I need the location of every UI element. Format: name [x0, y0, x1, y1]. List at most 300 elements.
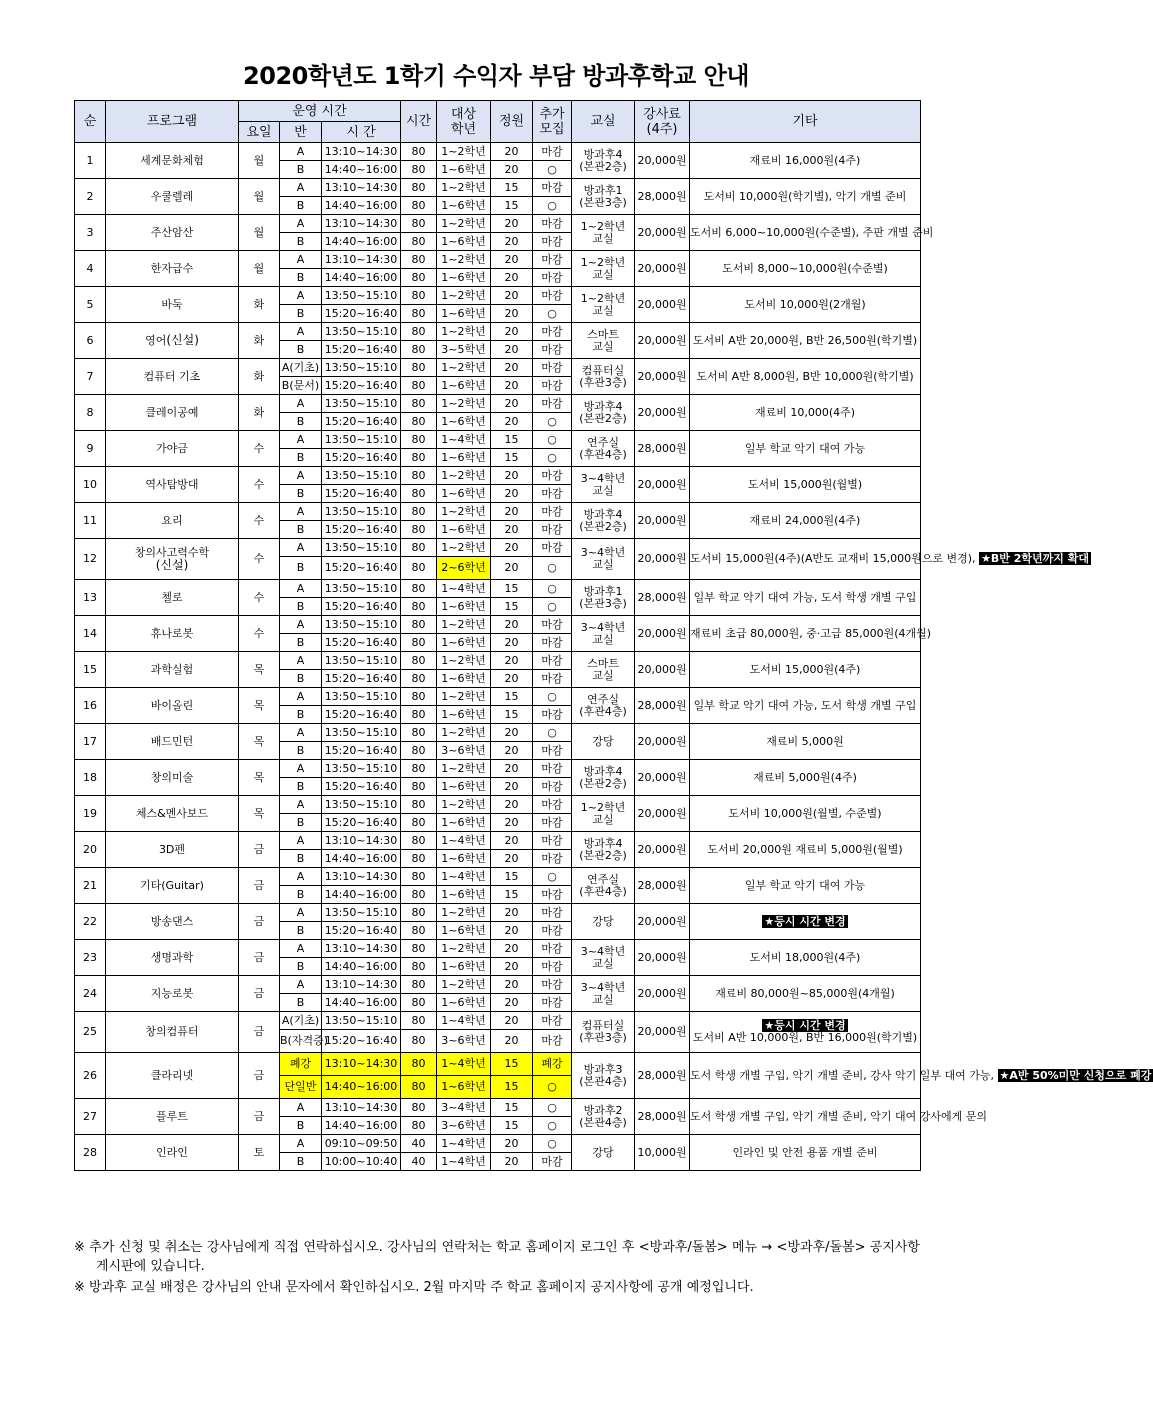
extra-recruit-status: ○	[533, 580, 572, 598]
class-time: 13:50~15:10	[322, 431, 401, 449]
class-label: B	[280, 485, 322, 503]
extra-recruit-status: 마감	[533, 269, 572, 287]
day-of-week: 수	[239, 616, 280, 652]
note-text: 도서비 A반 20,000원, B반 26,500원(학기별)	[692, 333, 918, 347]
class-duration: 80	[401, 503, 437, 521]
capacity: 20	[491, 359, 533, 377]
class-label: B	[280, 1117, 322, 1135]
capacity: 20	[491, 395, 533, 413]
class-time: 15:20~16:40	[322, 1030, 401, 1053]
capacity: 20	[491, 251, 533, 269]
capacity: 20	[491, 1012, 533, 1030]
note-cell	[690, 940, 921, 976]
class-label: B	[280, 269, 322, 287]
row-number: 5	[75, 287, 106, 323]
class-label: A	[280, 179, 322, 197]
capacity: 20	[491, 1030, 533, 1053]
capacity: 20	[491, 1135, 533, 1153]
class-time: 13:50~15:10	[322, 580, 401, 598]
note-cell	[690, 796, 921, 832]
class-time: 13:50~15:10	[322, 539, 401, 557]
header-class: 반	[280, 122, 322, 143]
class-duration: 80	[401, 850, 437, 868]
day-of-week: 금	[239, 868, 280, 904]
table-row	[75, 724, 921, 742]
extra-recruit-status: 마감	[533, 233, 572, 251]
class-label: B	[280, 922, 322, 940]
class-label: A	[280, 251, 322, 269]
day-of-week: 수	[239, 503, 280, 539]
program-name	[106, 539, 239, 580]
extra-recruit-status: 마감	[533, 814, 572, 832]
capacity: 15	[491, 431, 533, 449]
table-row	[75, 868, 921, 886]
program-name	[106, 503, 239, 539]
target-grade: 1~6학년	[437, 598, 491, 616]
extra-recruit-status: ○	[533, 1135, 572, 1153]
program-name	[106, 760, 239, 796]
class-label: B(자격증)	[280, 1030, 322, 1053]
extra-recruit-status: ○	[533, 1117, 572, 1135]
program-name	[106, 1135, 239, 1171]
note-text: 도서비 A반 10,000원, B반 16,000원(학기별)	[692, 1031, 918, 1044]
class-time: 13:50~15:10	[322, 287, 401, 305]
footer-note: ※ 추가 신청 및 취소는 강사님에게 직접 연락하십시오. 강사님의 연락처는 학교 홈페이지 로그인 후 <방과후/돌봄> 메뉴 → <방과후/돌봄> 공지사항 게시판에 있습니다.	[74, 1240, 920, 1274]
program-title: 지능로봇	[150, 986, 194, 1000]
class-time: 15:20~16:40	[322, 413, 401, 431]
class-duration: 80	[401, 287, 437, 305]
note-cell	[690, 179, 921, 215]
extra-recruit-status: 마감	[533, 904, 572, 922]
note-cell	[690, 580, 921, 616]
classroom: 방과후1 (본관3층)	[572, 179, 635, 215]
note-text: 도서비 8,000~10,000원(수준별)	[722, 261, 888, 275]
capacity: 20	[491, 287, 533, 305]
target-grade: 1~4학년	[437, 1153, 491, 1171]
extra-recruit-status: 마감	[533, 179, 572, 197]
class-time: 15:20~16:40	[322, 485, 401, 503]
table-row	[75, 323, 921, 341]
class-time: 13:10~14:30	[322, 940, 401, 958]
header-time: 시 간	[322, 122, 401, 143]
row-number: 13	[75, 580, 106, 616]
extra-recruit-status: ○	[533, 557, 572, 580]
extra-recruit-status: 마감	[533, 886, 572, 904]
table-row	[75, 143, 921, 161]
capacity: 20	[491, 341, 533, 359]
class-duration: 80	[401, 143, 437, 161]
target-grade: 1~6학년	[437, 778, 491, 796]
target-grade: 1~2학년	[437, 179, 491, 197]
table-row	[75, 431, 921, 449]
day-of-week: 월	[239, 215, 280, 251]
lecture-fee: 20,000원	[635, 215, 690, 251]
classroom: 3~4학년 교실	[572, 467, 635, 503]
class-label: B	[280, 814, 322, 832]
program-title: 주산암산	[150, 225, 194, 239]
target-grade: 1~2학년	[437, 940, 491, 958]
program-title: 역사탐방대	[145, 477, 199, 491]
day-of-week: 목	[239, 688, 280, 724]
note-cell	[690, 323, 921, 359]
class-duration: 80	[401, 706, 437, 724]
capacity: 20	[491, 503, 533, 521]
class-duration: 80	[401, 940, 437, 958]
capacity: 20	[491, 616, 533, 634]
row-number: 1	[75, 143, 106, 179]
capacity: 15	[491, 1076, 533, 1099]
program-title: 과학실험	[150, 662, 194, 676]
capacity: 20	[491, 724, 533, 742]
class-duration: 80	[401, 341, 437, 359]
note-cell	[690, 251, 921, 287]
note-text: 도서비 A반 8,000원, B반 10,000원(학기별)	[696, 369, 914, 383]
note-cell	[690, 215, 934, 251]
extra-recruit-status: ○	[533, 1076, 572, 1099]
class-time: 13:10~14:30	[322, 976, 401, 994]
target-grade: 1~4학년	[437, 868, 491, 886]
extra-recruit-status: 마감	[533, 634, 572, 652]
program-title: 세계문화체험	[140, 153, 204, 167]
note-text: 재료비 10,000(4주)	[754, 405, 856, 419]
classroom: 강당	[572, 1135, 635, 1171]
target-grade: 1~2학년	[437, 395, 491, 413]
extra-recruit-status: 폐강	[533, 1053, 572, 1076]
class-duration: 80	[401, 269, 437, 287]
notice-badge: ★B반 2학년까지 확대	[981, 552, 1090, 565]
day-of-week: 금	[239, 1053, 280, 1099]
classroom: 방과후4 (본관2층)	[572, 760, 635, 796]
class-duration: 40	[401, 1135, 437, 1153]
program-name	[106, 688, 239, 724]
header-fee: 강사료 (4주)	[635, 101, 690, 143]
extra-recruit-status: 마감	[533, 1012, 572, 1030]
day-of-week: 금	[239, 1012, 280, 1053]
capacity: 15	[491, 688, 533, 706]
program-name	[106, 287, 239, 323]
program-name	[106, 359, 239, 395]
extra-recruit-status: ○	[533, 1099, 572, 1117]
note-cell	[690, 431, 921, 467]
class-duration: 80	[401, 467, 437, 485]
class-time: 14:40~16:00	[322, 161, 401, 179]
row-number: 3	[75, 215, 106, 251]
day-of-week: 월	[239, 179, 280, 215]
notice-badge: ★등시 시간 변경	[764, 914, 846, 928]
table-row	[75, 760, 921, 778]
capacity: 20	[491, 323, 533, 341]
class-time: 15:20~16:40	[322, 814, 401, 832]
capacity: 15	[491, 179, 533, 197]
class-duration: 80	[401, 1099, 437, 1117]
day-of-week: 수	[239, 467, 280, 503]
class-duration: 80	[401, 994, 437, 1012]
program-name	[106, 143, 239, 179]
note-text: 도서비 15,000원(4주)	[749, 662, 861, 676]
class-label: B	[280, 958, 322, 976]
header-no: 순	[75, 101, 106, 143]
lecture-fee: 28,000원	[635, 1053, 690, 1099]
target-grade: 1~6학년	[437, 449, 491, 467]
target-grade: 1~4학년	[437, 1053, 491, 1076]
class-duration: 80	[401, 814, 437, 832]
class-label: B(문서)	[280, 377, 322, 395]
capacity: 20	[491, 161, 533, 179]
program-title: 인라인	[156, 1145, 188, 1159]
note-cell	[690, 143, 921, 179]
class-duration: 80	[401, 634, 437, 652]
note-text: 재료비 80,000원~85,000원(4개월)	[715, 986, 895, 1000]
class-time: 09:10~09:50	[322, 1135, 401, 1153]
class-time: 13:50~15:10	[322, 467, 401, 485]
class-duration: 80	[401, 413, 437, 431]
target-grade: 3~5학년	[437, 341, 491, 359]
extra-recruit-status: 마감	[533, 1153, 572, 1171]
class-time: 15:20~16:40	[322, 670, 401, 688]
classroom: 방과후4 (본관2층)	[572, 503, 635, 539]
day-of-week: 목	[239, 652, 280, 688]
target-grade: 3~6학년	[437, 742, 491, 760]
day-of-week: 금	[239, 904, 280, 940]
capacity: 20	[491, 1153, 533, 1171]
day-of-week: 금	[239, 940, 280, 976]
day-of-week: 월	[239, 143, 280, 179]
class-label: B	[280, 994, 322, 1012]
lecture-fee: 20,000원	[635, 724, 690, 760]
classroom: 컴퓨터실 (후관3층)	[572, 359, 635, 395]
target-grade: 1~6학년	[437, 886, 491, 904]
note-text: 재료비 5,000원	[766, 734, 844, 748]
classroom: 1~2학년 교실	[572, 796, 635, 832]
classroom: 방과후2 (본관4층)	[572, 1099, 635, 1135]
lecture-fee: 20,000원	[635, 359, 690, 395]
class-label: A	[280, 215, 322, 233]
extra-recruit-status: 마감	[533, 958, 572, 976]
row-number: 11	[75, 503, 106, 539]
note-text: 도서비 18,000원(4주)	[749, 950, 861, 964]
target-grade: 1~2학년	[437, 904, 491, 922]
class-label: B	[280, 670, 322, 688]
class-label: A	[280, 503, 322, 521]
lecture-fee: 28,000원	[635, 688, 690, 724]
class-time: 14:40~16:00	[322, 1117, 401, 1135]
program-title: 플루트	[156, 1109, 188, 1123]
class-label: 폐강	[280, 1053, 322, 1076]
header-operation: 운영 시간	[239, 101, 401, 122]
class-label: A	[280, 539, 322, 557]
note-text: 도서 학생 개별 구입, 악기 개별 준비, 강사 악기 일부 대여 가능,	[690, 1068, 994, 1082]
class-label: B	[280, 1153, 322, 1171]
program-title: 체스&멘사보드	[135, 806, 209, 820]
day-of-week: 화	[239, 359, 280, 395]
class-time: 13:50~15:10	[322, 760, 401, 778]
note-text: 도서 학생 개별 구입, 악기 개별 준비, 악기 대여 강사에게 문의	[690, 1109, 987, 1123]
extra-recruit-status: 마감	[533, 850, 572, 868]
target-grade: 1~6학년	[437, 958, 491, 976]
target-grade: 1~2학년	[437, 287, 491, 305]
row-number: 26	[75, 1053, 106, 1099]
extra-recruit-status: ○	[533, 598, 572, 616]
classroom: 연주실 (후관4층)	[572, 868, 635, 904]
target-grade: 1~6학년	[437, 521, 491, 539]
day-of-week: 목	[239, 760, 280, 796]
extra-recruit-status: 마감	[533, 143, 572, 161]
schedule-table	[74, 100, 1152, 1171]
class-label: A	[280, 796, 322, 814]
class-duration: 80	[401, 868, 437, 886]
table-row	[75, 251, 921, 269]
program-title: 컴퓨터 기초	[143, 369, 201, 383]
class-duration: 80	[401, 670, 437, 688]
extra-recruit-status: 마감	[533, 377, 572, 395]
day-of-week: 월	[239, 251, 280, 287]
footer-note: ※ 방과후 교실 배정은 강사님의 안내 문자에서 확인하십시오. 2월 마지막 주 학교 홈페이지 공지사항에 공개 예정입니다.	[74, 1280, 754, 1295]
target-grade: 1~6학년	[437, 161, 491, 179]
extra-recruit-status: ○	[533, 431, 572, 449]
program-name	[106, 251, 239, 287]
table-row	[75, 616, 921, 634]
extra-recruit-status: 마감	[533, 485, 572, 503]
class-label: B	[280, 413, 322, 431]
class-label: B	[280, 778, 322, 796]
note-text: 재료비 초급 80,000원, 중·고급 85,000원(4개월)	[690, 626, 932, 640]
extra-recruit-status: 마감	[533, 521, 572, 539]
class-label: A	[280, 431, 322, 449]
capacity: 20	[491, 521, 533, 539]
note-cell	[690, 539, 1090, 580]
note-cell	[690, 904, 921, 940]
class-time: 13:50~15:10	[322, 724, 401, 742]
row-number: 17	[75, 724, 106, 760]
day-of-week: 수	[239, 539, 280, 580]
class-time: 14:40~16:00	[322, 850, 401, 868]
target-grade: 1~6학년	[437, 706, 491, 724]
note-text: 일부 학교 악기 대여 가능	[744, 441, 866, 455]
extra-recruit-status: 마감	[533, 832, 572, 850]
extra-recruit-status: 마감	[533, 778, 572, 796]
row-number: 27	[75, 1099, 106, 1135]
capacity: 20	[491, 557, 533, 580]
table-row	[75, 976, 921, 994]
program-title: 3D펜	[158, 842, 186, 856]
notice-badge: ★A반 50%미만 신청으로 폐강	[999, 1068, 1152, 1082]
program-name	[106, 868, 239, 904]
target-grade: 1~4학년	[437, 1012, 491, 1030]
day-of-week: 화	[239, 323, 280, 359]
capacity: 20	[491, 940, 533, 958]
row-number: 25	[75, 1012, 106, 1053]
table-row	[75, 1053, 921, 1076]
note-cell	[690, 688, 921, 724]
program-title: 클레이공예	[145, 405, 199, 419]
capacity: 20	[491, 215, 533, 233]
row-number: 18	[75, 760, 106, 796]
target-grade: 1~6학년	[437, 485, 491, 503]
class-time: 13:50~15:10	[322, 359, 401, 377]
class-time: 13:50~15:10	[322, 503, 401, 521]
extra-recruit-status: 마감	[533, 323, 572, 341]
class-time: 15:20~16:40	[322, 377, 401, 395]
class-label: A	[280, 724, 322, 742]
class-label: B	[280, 886, 322, 904]
class-duration: 80	[401, 724, 437, 742]
class-duration: 80	[401, 161, 437, 179]
class-label: B	[280, 161, 322, 179]
capacity: 20	[491, 485, 533, 503]
row-number: 23	[75, 940, 106, 976]
schedule-body	[75, 143, 1152, 1171]
target-grade: 1~4학년	[437, 431, 491, 449]
classroom: 스마트 교실	[572, 323, 635, 359]
class-duration: 80	[401, 598, 437, 616]
target-grade: 3~6학년	[437, 1030, 491, 1053]
class-time: 13:10~14:30	[322, 215, 401, 233]
class-duration: 80	[401, 886, 437, 904]
target-grade: 1~6학년	[437, 814, 491, 832]
note-cell	[690, 1053, 1152, 1099]
target-grade: 1~6학년	[437, 1076, 491, 1099]
extra-recruit-status: 마감	[533, 994, 572, 1012]
table-row	[75, 652, 921, 670]
program-name	[106, 323, 239, 359]
row-number: 15	[75, 652, 106, 688]
class-label: A	[280, 1135, 322, 1153]
note-text: 도서비 10,000원(학기별), 악기 개별 준비	[703, 189, 907, 203]
program-title: 휴나로봇	[150, 626, 194, 640]
extra-recruit-status: 마감	[533, 706, 572, 724]
lecture-fee: 20,000원	[635, 616, 690, 652]
row-number: 21	[75, 868, 106, 904]
extra-recruit-status: 마감	[533, 341, 572, 359]
lecture-fee: 20,000원	[635, 760, 690, 796]
target-grade: 1~2학년	[437, 539, 491, 557]
program-title: 우쿨렐레	[150, 189, 194, 203]
extra-recruit-status: 마감	[533, 976, 572, 994]
class-duration: 80	[401, 796, 437, 814]
class-label: A	[280, 904, 322, 922]
table-row	[75, 467, 921, 485]
capacity: 15	[491, 868, 533, 886]
target-grade: 1~2학년	[437, 796, 491, 814]
class-duration: 80	[401, 233, 437, 251]
capacity: 20	[491, 413, 533, 431]
class-label: A	[280, 323, 322, 341]
class-time: 14:40~16:00	[322, 994, 401, 1012]
capacity: 20	[491, 814, 533, 832]
capacity: 20	[491, 652, 533, 670]
target-grade: 1~2학년	[437, 760, 491, 778]
class-label: B	[280, 521, 322, 539]
target-grade: 1~4학년	[437, 1135, 491, 1153]
class-duration: 80	[401, 359, 437, 377]
class-label: B	[280, 233, 322, 251]
class-duration: 80	[401, 778, 437, 796]
class-duration: 80	[401, 976, 437, 994]
class-label: B	[280, 305, 322, 323]
program-title: 방송댄스	[150, 914, 194, 928]
capacity: 20	[491, 233, 533, 251]
row-number: 8	[75, 395, 106, 431]
class-label: A	[280, 580, 322, 598]
row-number: 4	[75, 251, 106, 287]
program-name	[106, 580, 239, 616]
target-grade: 1~6학년	[437, 850, 491, 868]
row-number: 9	[75, 431, 106, 467]
class-time: 15:20~16:40	[322, 341, 401, 359]
program-title: 기타(Guitar)	[140, 878, 204, 892]
extra-recruit-status: 마감	[533, 1030, 572, 1053]
class-label: A	[280, 868, 322, 886]
